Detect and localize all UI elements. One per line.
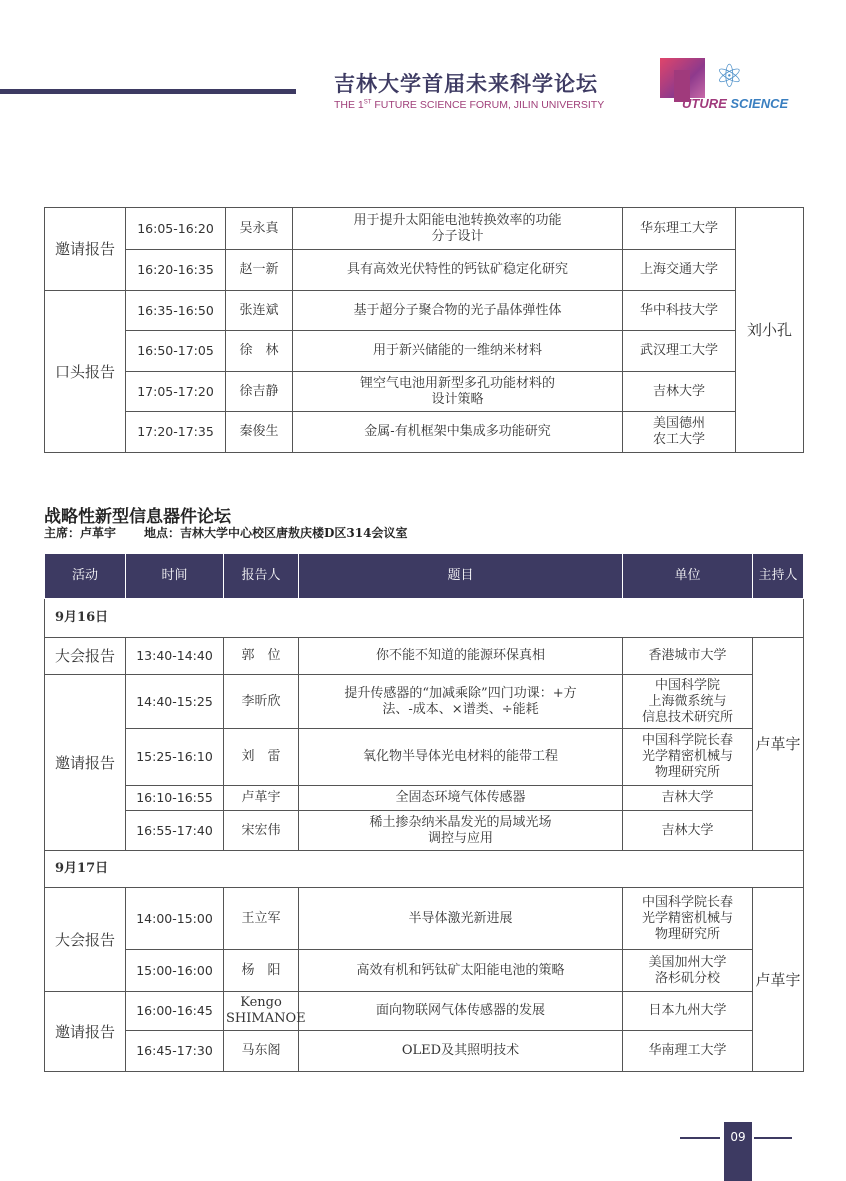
table-row [45,811,804,851]
schedule-table-1 [44,207,804,453]
footer-rule-left [680,1137,720,1139]
unit-cell: 吉林大学 [623,786,753,811]
column-header: 报告人 [224,554,299,599]
unit-cell: 吉林大学 [623,372,736,412]
activity-cell: 邀请报告 [45,675,126,851]
column-header: 活动 [45,554,126,599]
speaker-cell: 赵一新 [226,250,293,291]
unit-cell: 华中科技大学 [623,291,736,331]
title-cell: 锂空气电池用新型多孔功能材料的 设计策略 [293,372,623,412]
speaker-cell: 王立军 [224,888,299,950]
table-row [45,638,804,675]
title-cell: 高效有机和钙钛矿太阳能电池的策略 [299,950,623,992]
time-cell: 16:00-16:45 [126,992,224,1031]
title-cell: 金属-有机框架中集成多功能研究 [293,412,623,453]
time-cell: 16:10-16:55 [126,786,224,811]
table-row [45,786,804,811]
unit-cell: 华南理工大学 [623,1031,753,1072]
unit-cell: 日本九州大学 [623,992,753,1031]
speaker-cell: 杨 阳 [224,950,299,992]
speaker-cell: 郭 位 [224,638,299,675]
atom-icon: ⚛ [715,57,744,95]
table-row [45,992,804,1031]
column-header: 单位 [623,554,753,599]
table-row [45,250,804,291]
time-cell: 17:20-17:35 [126,412,226,453]
title-cell: 用于新兴储能的一维纳米材料 [293,331,623,372]
date-row [45,851,804,888]
unit-cell: 中国科学院长春 光学精密机械与 物理研究所 [623,888,753,950]
speaker-cell: 张连斌 [226,291,293,331]
speaker-cell: 徐 林 [226,331,293,372]
time-cell: 14:40-15:25 [126,675,224,729]
section-title: 战略性新型信息器件论坛 [44,507,231,527]
page-number: 09 [724,1122,752,1181]
host-cell: 卢革宇 [753,638,804,851]
title-cell: OLED及其照明技术 [299,1031,623,1072]
title-cell: 半导体激光新进展 [299,888,623,950]
table-row [45,1031,804,1072]
table-row [45,208,804,250]
time-cell: 15:25-16:10 [126,729,224,786]
future-science-logo: ⚛ UTURE SCIENCE [660,58,785,114]
title-cell: 基于超分子聚合物的光子晶体弹性体 [293,291,623,331]
table-row [45,950,804,992]
host-cell: 卢革宇 [753,888,804,1072]
speaker-cell: 宋宏伟 [224,811,299,851]
time-cell: 14:00-15:00 [126,888,224,950]
host-cell: 刘小孔 [736,208,804,453]
speaker-cell: 卢革宇 [224,786,299,811]
time-cell: 16:45-17:30 [126,1031,224,1072]
unit-cell: 香港城市大学 [623,638,753,675]
unit-cell: 中国科学院长春 光学精密机械与 物理研究所 [623,729,753,786]
table-row [45,729,804,786]
table-row [45,675,804,729]
title-cell: 用于提升太阳能电池转换效率的功能 分子设计 [293,208,623,250]
activity-cell: 邀请报告 [45,208,126,291]
time-cell: 13:40-14:40 [126,638,224,675]
time-cell: 16:05-16:20 [126,208,226,250]
table-row [45,331,804,372]
activity-cell: 邀请报告 [45,992,126,1072]
unit-cell: 中国科学院 上海微系统与 信息技术研究所 [623,675,753,729]
time-cell: 16:50-17:05 [126,331,226,372]
speaker-cell: Kengo SHIMANOE [224,992,299,1031]
unit-cell: 武汉理工大学 [623,331,736,372]
speaker-cell: 刘 雷 [224,729,299,786]
unit-cell: 美国德州 农工大学 [623,412,736,453]
section-info: 主席：卢革宇 地点：吉林大学中心校区唐敖庆楼D区314会议室 [44,526,408,540]
forum-title: 吉林大学首届未来科学论坛 [334,72,598,96]
date-cell: 9月17日 [45,851,804,888]
table-row [45,888,804,950]
title-cell: 面向物联网气体传感器的发展 [299,992,623,1031]
footer-rule-right [754,1137,792,1139]
title-cell: 你不能不知道的能源环保真相 [299,638,623,675]
column-header: 题目 [299,554,623,599]
table-row [45,372,804,412]
column-header: 时间 [126,554,224,599]
unit-cell: 上海交通大学 [623,250,736,291]
speaker-cell: 秦俊生 [226,412,293,453]
forum-subtitle: THE 1ST FUTURE SCIENCE FORUM, JILIN UNIVERSITY [334,99,605,111]
speaker-cell: 马东阁 [224,1031,299,1072]
unit-cell: 华东理工大学 [623,208,736,250]
activity-cell: 口头报告 [45,291,126,453]
time-cell: 16:55-17:40 [126,811,224,851]
activity-cell: 大会报告 [45,638,126,675]
title-cell: 提升传感器的“加减乘除”四门功课：+方 法、-成本、×谱类、÷能耗 [299,675,623,729]
time-cell: 16:20-16:35 [126,250,226,291]
speaker-cell: 徐吉静 [226,372,293,412]
time-cell: 16:35-16:50 [126,291,226,331]
activity-cell: 大会报告 [45,888,126,992]
header-rule [0,89,296,94]
unit-cell: 吉林大学 [623,811,753,851]
time-cell: 15:00-16:00 [126,950,224,992]
unit-cell: 美国加州大学 洛杉矶分校 [623,950,753,992]
title-cell: 稀土掺杂纳米晶发光的局域光场 调控与应用 [299,811,623,851]
schedule-table-2 [44,553,804,1072]
date-cell: 9月16日 [45,599,804,638]
table-row [45,412,804,453]
speaker-cell: 李昕欣 [224,675,299,729]
date-row [45,599,804,638]
title-cell: 氧化物半导体光电材料的能带工程 [299,729,623,786]
title-cell: 具有高效光伏特性的钙钛矿稳定化研究 [293,250,623,291]
title-cell: 全固态环境气体传感器 [299,786,623,811]
column-header: 主持人 [753,554,804,599]
table-row [45,291,804,331]
speaker-cell: 吴永真 [226,208,293,250]
time-cell: 17:05-17:20 [126,372,226,412]
